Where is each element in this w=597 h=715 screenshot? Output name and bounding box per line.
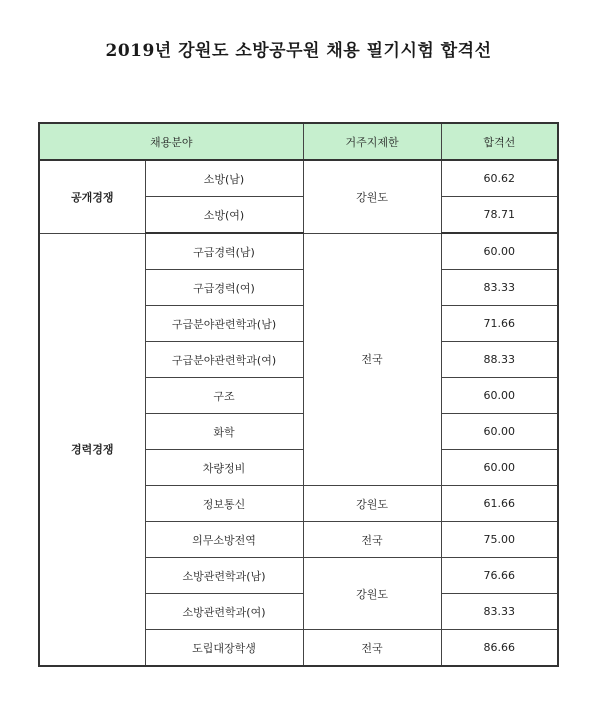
cutoff-cell: 83.33 xyxy=(441,594,558,630)
field-cell: 구조 xyxy=(145,378,303,414)
residence-cell: 전국 xyxy=(303,522,441,558)
cutoff-table xyxy=(38,122,559,667)
field-cell: 구급분야관련학과(남) xyxy=(145,306,303,342)
cutoff-cell: 88.33 xyxy=(441,342,558,378)
header-residence: 거주지제한 xyxy=(303,123,441,160)
field-cell: 차량정비 xyxy=(145,450,303,486)
field-cell: 의무소방전역 xyxy=(145,522,303,558)
field-cell: 도립대장학생 xyxy=(145,630,303,667)
cutoff-cell: 83.33 xyxy=(441,270,558,306)
cutoff-cell: 60.00 xyxy=(441,378,558,414)
header-field: 채용분야 xyxy=(39,123,303,160)
field-cell: 화학 xyxy=(145,414,303,450)
cutoff-cell: 71.66 xyxy=(441,306,558,342)
cutoff-cell: 60.62 xyxy=(441,160,558,197)
page-title: 2019년 강원도 소방공무원 채용 필기시험 합격선 xyxy=(105,41,492,61)
residence-cell: 강원도 xyxy=(303,160,441,233)
field-cell: 구급분야관련학과(여) xyxy=(145,342,303,378)
cutoff-cell: 60.00 xyxy=(441,414,558,450)
residence-cell: 전국 xyxy=(303,630,441,667)
table-row xyxy=(39,160,558,197)
field-cell: 소방관련학과(남) xyxy=(145,558,303,594)
residence-cell: 강원도 xyxy=(303,486,441,522)
cutoff-cell: 78.71 xyxy=(441,197,558,234)
cutoff-cell: 60.00 xyxy=(441,450,558,486)
cutoff-cell: 86.66 xyxy=(441,630,558,667)
table-header-row xyxy=(39,123,558,160)
cutoff-cell: 76.66 xyxy=(441,558,558,594)
header-cutoff: 합격선 xyxy=(441,123,558,160)
residence-cell: 강원도 xyxy=(303,558,441,630)
field-cell: 소방(여) xyxy=(145,197,303,234)
field-cell: 구급경력(남) xyxy=(145,233,303,270)
field-cell: 구급경력(여) xyxy=(145,270,303,306)
field-cell: 소방(남) xyxy=(145,160,303,197)
field-cell: 정보통신 xyxy=(145,486,303,522)
field-cell: 소방관련학과(여) xyxy=(145,594,303,630)
cutoff-cell: 60.00 xyxy=(441,233,558,270)
category-cell: 공개경쟁 xyxy=(39,160,145,233)
category-cell: 경력경쟁 xyxy=(39,233,145,666)
cutoff-cell: 75.00 xyxy=(441,522,558,558)
table-row xyxy=(39,233,558,270)
cutoff-cell: 61.66 xyxy=(441,486,558,522)
residence-cell: 전국 xyxy=(303,233,441,486)
